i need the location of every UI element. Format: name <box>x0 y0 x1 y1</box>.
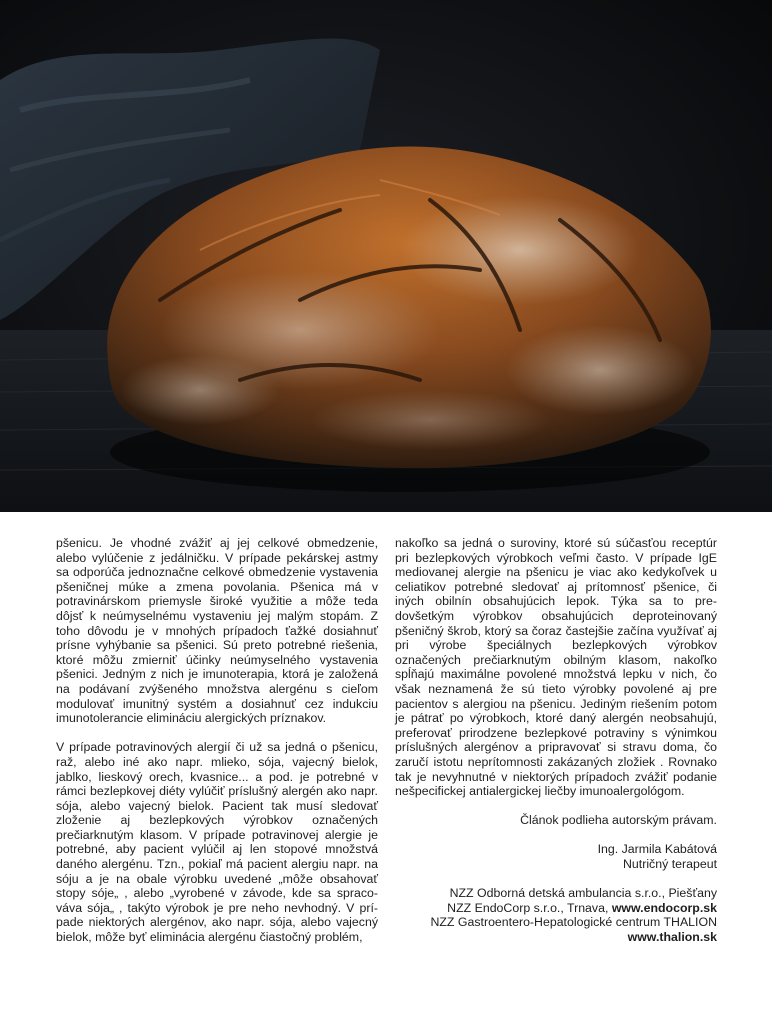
org-line-2 <box>395 901 717 916</box>
right-paragraph-1: nakoľko sa jedná o suroviny, ktoré sú súčasťou receptúr pri bezlepkových výrobkoch veľmi často. V prípade IgE mediovanej alergie na pšenicu je viac ako kedykoľvek u celiatikov potrebné sledovať aj prítomnosť pšenice, či iných obilnín obsahujúcich lepok. Týka sa to pre- dovšetkým výrobkov obsahujúcich deproteinovaný pšeničný škrob, ktorý sa čoraz častejšie začína využívať aj pri výrobe špeciálnych bezlepkových výrobkov označených prečiarknutým obilným klasom, nakoľko spĺňajú maximálne povolené množstvá lepku v nich, čo však neznamená že sú tieto výrobky povolené aj pre pacientov s alergiou na pšenicu. Jediným riešením potom je pátrať po výrobkoch, ktoré daný alergén neobsahujú, preferovať prirodzene bezlepkové potraviny s výnimkou príslušných alergénov a pripravovať si stravu doma, čo zaručí istotu neprítomnosti zakázaných zložiek . Rovnako tak je nevyhnutné v niektorých prípadoch zvážiť podanie nešpecifickej antialergickej liečby imunoalergológom. <box>395 536 717 799</box>
org-line-1: NZZ Odborná detská ambulancia s.r.o., Piešťany <box>449 886 717 901</box>
author-name: Ing. Jarmila Kabátová <box>597 842 717 857</box>
left-paragraph-1: pšenicu. Je vhodné zvážiť aj jej celkové obmedzenie, alebo vylúčenie z jedálničku. V prípade pekárskej astmy sa odporúča jednoznačne celkové obmedzenie vystavenia pšeničnej múke a zmena povolania. Pšenica má v potravinárskom priemysle široké využitie a môže teda dôjsť k neúmyselnému vystaveniu jej malým stopám. Z toho dôvodu je v mnohých prípadoch ťažké dosiahnuť prísne vyhýbanie sa pšenici. Sú preto potrebné riešenia, ktoré môžu zmierniť účinky neúmyselného vystavenia pšenici. Jedným z nich je imunoterapia, ktorá je založená na podávaní zvýšeného množstva alergénu s cieľom modulovať imunitný systém a dosiahnuť cez indukciu imunotolerancie elimináciu alergických príznakov. <box>56 536 378 726</box>
left-paragraph-2: V prípade potravinových alergií či už sa jedná o pšenicu, raž, alebo iné ako napr. mlieko, sója, vajecný bielok, jablko, lieskový orech, kvasnice... a pod. je potrebné v rámci bezlepkovej diéty vylúčiť príslušný alergén ako napr. sója, alebo vajecný bielok. Pacient tak musí sledovať zloženie aj bezlepkových výrobkov označených prečiarknutým klasom. V prípade potravinovej alergie je potrebné, aby pacient vylúčil aj len stopové množstvá daného alergénu. Tzn., pokiaľ má pacient alergiu napr. na sóju a je na obale výrobku uvedené „môže obsahovať stopy sóje„ , alebo „vyrobené v závode, kde sa spraco- váva sója„ , takýto výrobok je pre neho nevhodný. V prí- pade niektorých alergénov, ako napr. sója, alebo vajecný bielok, môže byť eliminácia alergénu čiastočný problém, <box>56 740 378 945</box>
right-column <box>395 536 717 945</box>
endocorp-link[interactable]: www.endocorp.sk <box>611 900 717 915</box>
copyright-notice: Článok podlieha autorským právam. <box>520 813 717 828</box>
author-block <box>395 842 717 871</box>
author-role: Nutričný terapeut <box>623 857 717 872</box>
thalion-link[interactable]: www.thalion.sk <box>627 930 717 945</box>
left-column <box>56 536 378 945</box>
org-line-3: NZZ Gastroentero-Hepatologické centrum THALION <box>430 915 717 930</box>
organization-block <box>395 886 717 944</box>
org-line-2-text: NZZ EndoCorp s.r.o., Trnava, <box>447 900 612 915</box>
